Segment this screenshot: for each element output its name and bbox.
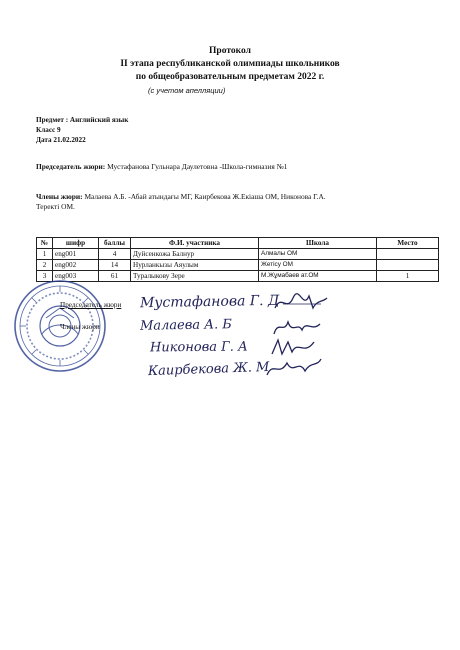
col-header-school: Школа xyxy=(259,238,377,249)
cell-participant: Туралыкову Зере xyxy=(131,271,259,282)
cell-score: 14 xyxy=(99,260,131,271)
cell-code: eng001 xyxy=(53,249,99,260)
cell-number: 1 xyxy=(37,249,53,260)
cell-participant: Нурланкызы Аяулым xyxy=(131,260,259,271)
cell-school: М.Жұмабаев ат.ОМ xyxy=(259,271,377,282)
jury-chair-label: Председатель жюри: xyxy=(36,162,106,171)
col-header-score: баллы xyxy=(99,238,131,249)
table-row xyxy=(37,260,439,271)
jury-members-label: Члены жюри: xyxy=(36,192,83,201)
cell-school: Алмалы ОМ xyxy=(259,249,377,260)
cell-code: eng002 xyxy=(53,260,99,271)
signature-name-chair: Мустафанова Г. Д xyxy=(139,292,280,312)
cell-place: 1 xyxy=(377,271,439,282)
table-row xyxy=(37,249,439,260)
col-header-place: Место xyxy=(377,238,439,249)
cell-participant: Дуйсенкожа Балнур xyxy=(131,249,259,260)
cell-number: 2 xyxy=(37,260,53,271)
table-header-row xyxy=(37,238,439,249)
jury-members-value-line2: Теректі ОМ. xyxy=(36,202,75,211)
signature-name-member-1: Малаева А. Б xyxy=(139,317,233,334)
cell-code: eng003 xyxy=(53,271,99,282)
cell-place xyxy=(377,249,439,260)
cell-place xyxy=(377,260,439,271)
signature-members-label: Члены жюри xyxy=(60,323,100,331)
appeal-note: (с учетом апелляции) xyxy=(148,86,226,95)
cell-score: 61 xyxy=(99,271,131,282)
date-line: Дата 21.02.2022 xyxy=(36,136,86,144)
col-header-code: шифр xyxy=(53,238,99,249)
document-subtitle-line1: II этапа республиканской олимпиады школьников xyxy=(120,59,340,69)
jury-chair xyxy=(36,162,446,172)
grade-line: Класс 9 xyxy=(36,126,61,134)
document-title: Протокол xyxy=(209,46,251,56)
results-table xyxy=(36,237,439,282)
jury-members-value-line1: Малаева А.Б. -Абай атындағы МГ, Каирбекова Ж.Екiаша ОМ, Никонова Г.А. xyxy=(84,192,326,201)
signature-scribble-chair xyxy=(273,292,329,314)
jury-members xyxy=(36,192,446,202)
document-subtitle-line2: по общеобразовательным предметам 2022 г. xyxy=(135,72,325,82)
signature-name-member-2: Никонова Г. А xyxy=(149,339,248,356)
cell-score: 4 xyxy=(99,249,131,260)
cell-number: 3 xyxy=(37,271,53,282)
subject-line: Предмет : Английский язык xyxy=(36,116,129,124)
signature-scribble-member-3 xyxy=(265,355,323,381)
col-header-number: № xyxy=(37,238,53,249)
cell-school: Жетісу ОМ xyxy=(259,260,377,271)
signature-chair-label: Председатель жюри xyxy=(60,301,122,309)
signature-scribble-member-1 xyxy=(272,316,322,338)
signature-name-member-3: Каирбекова Ж. М xyxy=(147,359,270,380)
col-header-participant: Ф.И. участника xyxy=(131,238,259,249)
jury-chair-value: Мустафанова Гульнара Даулетовна -Школа-гимназия №1 xyxy=(107,162,288,171)
